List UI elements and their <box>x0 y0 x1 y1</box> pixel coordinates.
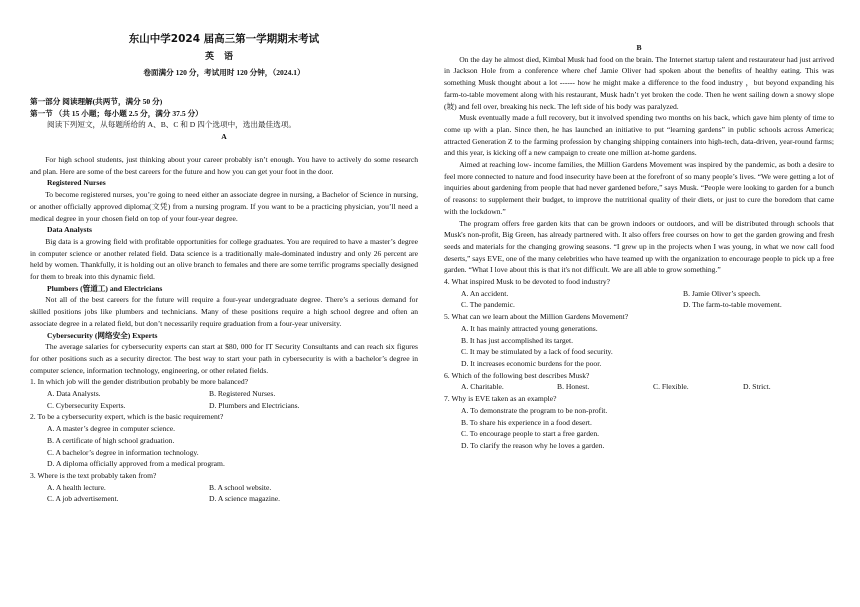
section-heading: Plumbers (管道工) and Electricians <box>47 283 163 293</box>
option-row <box>30 482 418 494</box>
option[interactable]: B. A school website. <box>209 482 272 492</box>
passage-b <box>444 42 834 452</box>
option[interactable]: D. It increases economic burdens for the poor. <box>461 358 602 368</box>
option[interactable]: A. Charitable. <box>461 382 504 392</box>
option[interactable]: A. It has mainly attracted young generations. <box>461 323 598 333</box>
option[interactable]: D. The farm-to-table movement. <box>683 300 782 310</box>
section-body: To become registered nurses, you’re going to need either an associate degree in nursing, a Bachelor of Science in nursing, or another officially approved diploma(文凭) from a nursing program. If you want to be a practicing physician, you’ll need a medical degree in your chosen field on top of your four-year degree. <box>30 190 418 223</box>
section-heading: Cybersecurity (网络安全) Experts <box>47 330 158 340</box>
passage-b-paragraph: Musk eventually made a full recovery, but it involved spending two months on his back, which gave him plenty of time to come up with a plan. Since then, he has launched an initiative to put “learning gardens” in public schools across America; attracted Generation Z to the farming profession by changing shipping containers into high-tech, data-driven, year-round farms; and this year, is kicking off a new campaign to create one million at-home gardens. <box>444 113 834 158</box>
option[interactable]: B. Registered Nurses. <box>209 389 276 399</box>
part1-heading: 第一部分 阅读理解(共两节，满分 50 分) <box>30 97 163 106</box>
exam-title: 东山中学2024 届高三第一学期期末考试 <box>128 33 320 45</box>
passage-b-letter: B <box>636 43 642 52</box>
question-stem: 7. Why is EVE taken as an example? <box>444 394 557 404</box>
option[interactable]: B. It has just accomplished its target. <box>461 335 574 345</box>
option-row <box>30 388 418 400</box>
question-stem: 5. What can we learn about the Million Gardens Movement? <box>444 312 629 322</box>
option-row <box>30 400 418 412</box>
question-stem: 3. Where is the text probably taken from? <box>30 470 157 480</box>
option[interactable]: D. Strict. <box>743 382 771 392</box>
section-heading: Data Analysts <box>47 225 92 235</box>
option[interactable]: A. A health lecture. <box>47 482 106 492</box>
option[interactable]: D. Plumbers and Electricians. <box>209 400 300 410</box>
option[interactable]: A. A master’s degree in computer science. <box>47 424 176 434</box>
subject-title: 英语 <box>204 52 243 62</box>
option-row <box>444 381 834 393</box>
option-row <box>444 288 834 300</box>
option[interactable]: D. A diploma officially approved from a medical program. <box>47 459 225 469</box>
option[interactable]: C. To encourage people to start a free garden. <box>461 429 600 439</box>
section-body: The average salaries for cybersecurity experts can start at $80, 000 for IT Security Consultants and can reach six figures for other positions such as a security director. The best way to start your path in cybersecurity is with a bachelor’s degree in computer science, information technology, engineering, or other related fields. <box>30 342 418 375</box>
section-heading: Registered Nurses <box>47 178 106 188</box>
question-stem: 1. In which job will the gender distribution probably be more balanced? <box>30 377 249 387</box>
option[interactable]: B. A certificate of high school graduation. <box>47 435 175 445</box>
option[interactable]: A. To demonstrate the program to be non-profit. <box>461 405 608 415</box>
exam-meta: 卷面满分 120 分，考试用时 120 分钟，（2024.1） <box>143 68 305 77</box>
question-stem: 2. To be a cybersecurity expert, which is the basic requirement? <box>30 412 224 422</box>
option[interactable]: B. Honest. <box>557 382 590 392</box>
passage-b-paragraph: The program offers free garden kits that can be grown indoors or outdoors, and will be distributed through schools that Musk's non-profit, Big Green, has already partnered with. It also offers free courses on how to get the garden growing and fresh seeds and materials for the changing growing seasons. “I grew up in the projects when I was young, in what we now call food deserts,” says EVE, one of the many celebrities who have teamed up with the organization to encourage people to pick up a free garden. “What I love about this is that it's not difficult. We are all able to grow something.” <box>444 218 834 275</box>
option-row <box>30 493 418 505</box>
option[interactable]: A. Data Analysts. <box>47 389 101 399</box>
section-body: Big data is a growing field with profitable opportunities for college graduates. You are required to have a master’s degree in computer science or another related field. Data science is a traditionally male-dominated industry and only 26 percent are held by women. Thankfully, it is holding out an olive branch to females and there are some terrific programs specially designed for them to break into this dynamic field. <box>30 236 418 282</box>
question-stem: 4. What inspired Musk to be devoted to food industry? <box>444 277 611 287</box>
option[interactable]: C. Cybersecurity Experts. <box>47 400 126 410</box>
option[interactable]: A. An accident. <box>461 288 509 298</box>
option[interactable]: D. To clarify the reason why he loves a garden. <box>461 440 605 450</box>
passage-b-paragraph: Aimed at reaching low- income families, the Million Gardens Movement was inspired by the pandemic, as both a desire to feel more connected to nature and food insecurity have been at the forefront of so many people’s lives. “We were getting a lot of inquiries about gardening from people that had never gardened before,” says Musk. “People were looking to garden for a bunch of reasons: to supplement their budget, to improve the nutritional quality of their diets, or just to cure the boredom that came with the lockdown.” <box>444 160 834 216</box>
option[interactable]: C. The pandemic. <box>461 300 515 310</box>
option[interactable]: B. To share his experience in a food desert. <box>461 417 592 427</box>
question-stem: 6. Which of the following best describes Musk? <box>444 370 590 380</box>
option[interactable]: B. Jamie Oliver’s speech. <box>683 288 761 298</box>
option-row <box>444 299 834 311</box>
section1-heading: 第一节 （共 15 小题；每小题 2.5 分，满分 37.5 分） <box>30 108 203 118</box>
passage-a <box>30 154 418 505</box>
instruction: 阅读下列短文，从每题所给的 A、B、C 和 D 四个选项中，选出最佳选项。 <box>47 120 296 130</box>
passage-b-paragraph: On the day he almost died, Kimbal Musk had food on the brain. The Internet startup talent and restaurateur had just arrived in Jackson Hole from a conference where chef Jamie Oliver had spoken about the benefits of healthy eating. This was something Musk thought about a lot ------ how he might make a difference to the food industry ，but beyond expanding his farm-to-table movement along with his restaurant, Musk hadn’t yet broken the code. Then he went sailing down a snowy slope (坡) and fell over, breaking his neck. The left side of his body was paralyzed. <box>444 54 834 111</box>
option[interactable]: C. Flexible. <box>653 382 689 392</box>
option[interactable]: D. A science magazine. <box>209 494 281 504</box>
section-body: Not all of the best careers for the future will require a four-year undergraduate degree. There’s a serious demand for skilled positions jobs like plumbers and technicians. Many of these positions require a high school degree and often an associate degree in a related field, but don’t necessarily require graduation from a four-year university. <box>30 295 418 328</box>
passage-a-intro: For high school students, just thinking about your career probably isn’t enough. You have to actively do some research and plan. Here are some of the best careers for the future and how you can get your foot in the door. <box>30 155 418 176</box>
option[interactable]: C. A job advertisement. <box>47 494 119 504</box>
passage-a-letter: A <box>221 132 227 142</box>
part1-block <box>30 96 418 143</box>
option[interactable]: C. A bachelor’s degree in information technology. <box>47 447 199 457</box>
option[interactable]: C. It may be stimulated by a lack of food security. <box>461 347 613 357</box>
